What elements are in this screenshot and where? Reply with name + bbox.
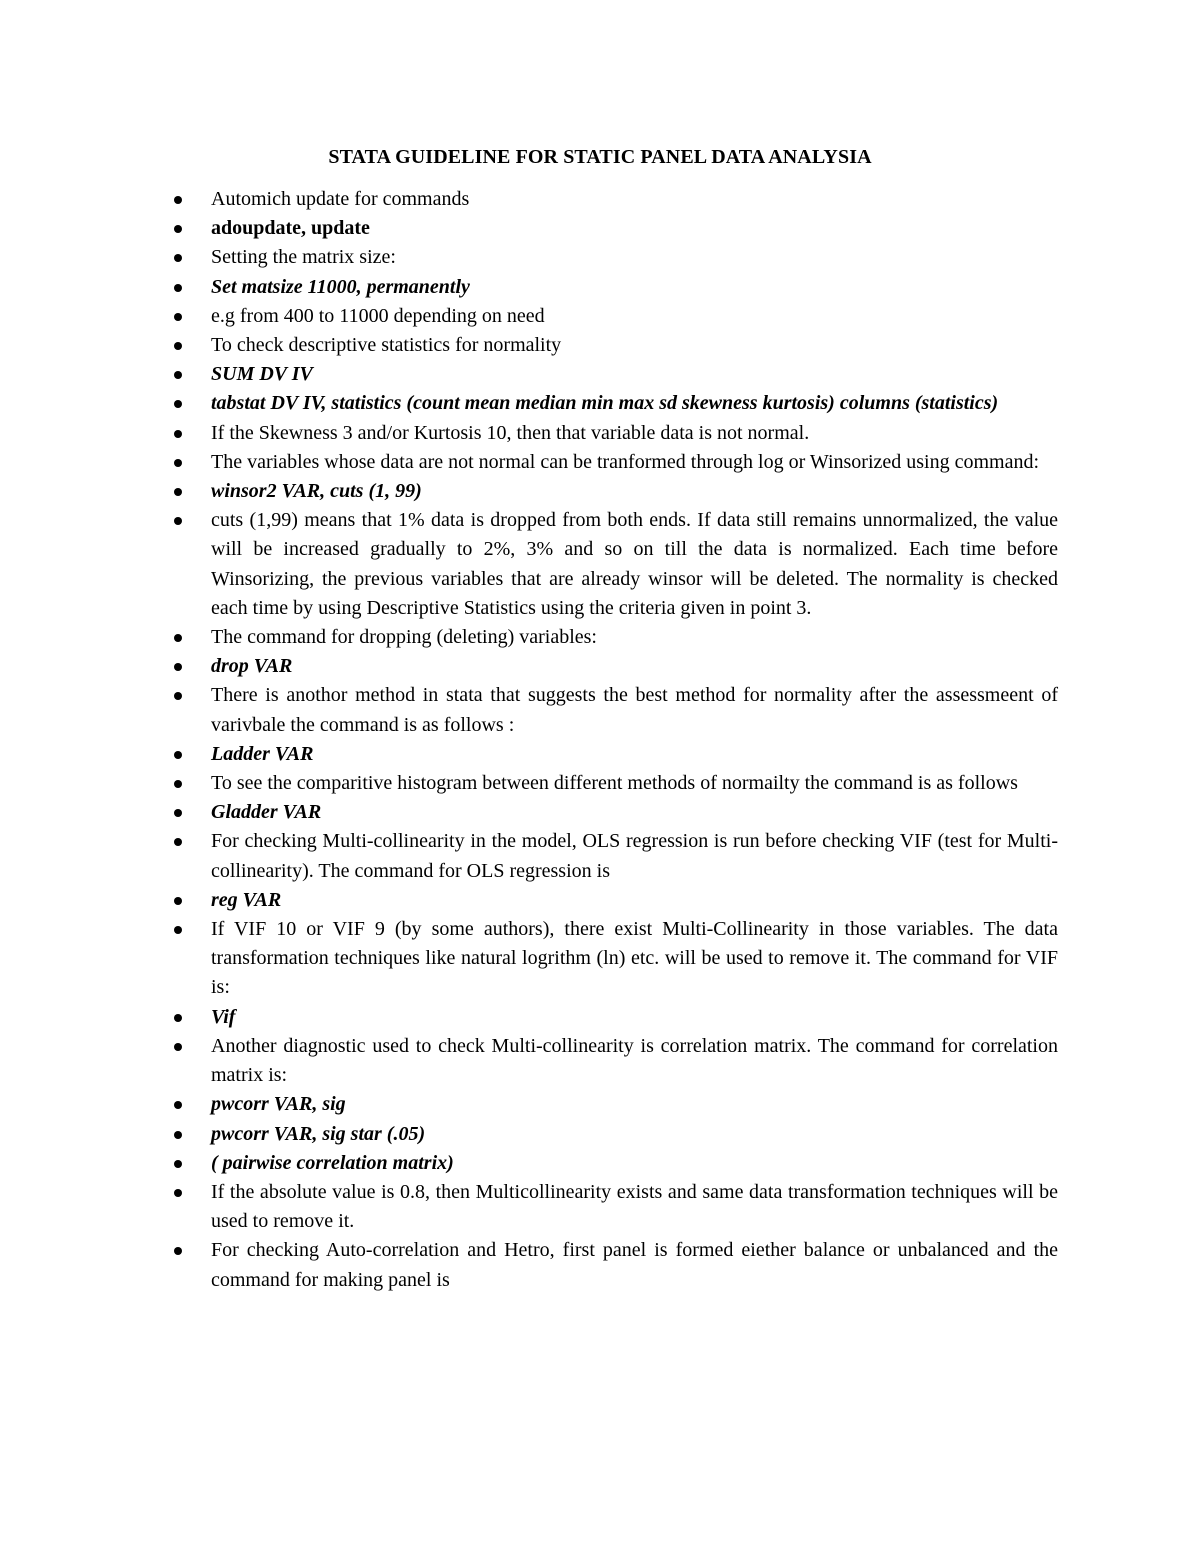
list-item-text: ( pairwise correlation matrix) [211,1151,454,1174]
list-item-text: Another diagnostic used to check Multi-collinearity is correlation matrix. The command for correlation matrix is: [211,1034,1058,1087]
list-item [211,827,1058,885]
list-item [211,1120,1058,1149]
list-item-text: To check descriptive statistics for normality [211,334,562,357]
bullet-icon [174,284,182,292]
bullet-icon [174,809,182,817]
list-item-text: Ladder VAR [211,742,314,765]
bullet-icon [174,488,182,496]
bullet-icon [174,517,182,525]
list-item-text: There is anothor method in stata that suggests the best method for normality after the assessmeent of varivbale the command is as follows : [211,684,1058,736]
bullet-icon [174,1131,182,1139]
list-item [211,477,1058,506]
list-item-text: Vif [211,1005,236,1028]
bullet-icon [174,196,182,204]
bullet-icon [174,342,182,350]
list-item-text: winsor2 VAR, cuts (1, 99) [211,480,422,503]
list-item [211,915,1058,1003]
list-item-text: cuts (1,99) means that 1% data is dropped from both ends. If data still remains unnormalized, the value will be increased gradually to 2%, 3% and so on till the data is normalized. Each time before Winsorizing, the previous variables that are already winsor will be deleted. The normality is checked each time by using Descriptive Statistics using the criteria given in point 3. [211,509,1058,619]
list-item [211,331,1058,360]
list-item [211,1178,1058,1236]
list-item [211,1032,1058,1090]
list-item-text: pwcorr VAR, sig star (.05) [211,1122,426,1145]
bullet-icon [174,430,182,438]
list-item-text: Setting the matrix size: [211,246,396,269]
bullet-icon [174,780,182,788]
bullet-icon [174,751,182,759]
list-item [211,623,1058,652]
page-title: STATA GUIDELINE FOR STATIC PANEL DATA ANALYSIA [328,146,872,168]
list-item [211,1149,1058,1178]
list-item-text: For checking Multi-collinearity in the model, OLS regression is run before checking VIF (test for Multi-collinearity). The command for OLS regression is [211,830,1058,882]
list-item-text: reg VAR [211,888,282,911]
list-item-text: If the Skewness 3 and/or Kurtosis 10, then that variable data is not normal. [211,421,810,444]
list-item [211,652,1058,681]
bullet-icon [174,1189,182,1197]
bullet-icon [174,371,182,379]
list-item [211,1236,1058,1294]
list-item [211,681,1058,739]
bullet-icon [174,926,182,934]
list-item [211,419,1058,448]
list-item-text: e.g from 400 to 11000 depending on need [211,304,545,327]
bullet-icon [174,1160,182,1168]
bullet-icon [174,838,182,846]
list-item-text: The variables whose data are not normal can be tranformed through log or Winsorized using command: [211,450,1040,473]
list-item-text: Gladder VAR [211,801,322,824]
list-item-text: tabstat DV IV, statistics (count mean median min max sd skewness kurtosis) columns (statistics) [211,392,999,415]
list-item [211,273,1058,302]
list-item [211,243,1058,272]
list-item [211,185,1058,214]
bullet-list [211,185,1058,1295]
bullet-icon [174,634,182,642]
list-item-text: adoupdate, update [211,217,370,240]
list-item-text: SUM DV IV [211,363,313,386]
list-item [211,886,1058,915]
bullet-icon [174,1101,182,1109]
bullet-icon [174,459,182,467]
list-item-text: The command for dropping (deleting) variables: [211,626,597,649]
list-item-text: If the absolute value is 0.8, then Multicollinearity exists and same data transformation techniques will be used to remove it. [211,1180,1058,1233]
bullet-icon [174,692,182,700]
list-item-text: pwcorr VAR, sig [211,1093,346,1116]
list-item-text: Automich update for commands [211,188,470,210]
bullet-icon [174,400,182,408]
bullet-icon [174,1247,182,1255]
bullet-icon [174,663,182,671]
list-item [211,302,1058,331]
bullet-icon [174,225,182,233]
list-item-text: drop VAR [211,655,293,678]
list-item-text: For checking Auto-correlation and Hetro, first panel is formed eiether balance or unbalanced and the command for making panel is [211,1239,1058,1291]
list-item [211,798,1058,827]
list-item [211,389,1058,418]
bullet-icon [174,254,182,262]
list-item [211,1003,1058,1032]
list-item [211,1090,1058,1119]
list-item [211,360,1058,389]
list-item [211,214,1058,243]
list-item [211,769,1058,798]
list-item [211,740,1058,769]
bullet-icon [174,897,182,905]
list-item [211,448,1058,477]
list-item-text: If VIF 10 or VIF 9 (by some authors), there exist Multi-Collinearity in those variables. The data transformation techniques like natural logrithm (ln) etc. will be used to remove it. The command for VIF is: [211,918,1058,999]
list-item-text: Set matsize 11000, permanently [211,275,470,298]
list-item-text: To see the comparitive histogram between different methods of normailty the command is as follows [211,772,1018,795]
list-item [211,506,1058,623]
bullet-icon [174,1043,182,1051]
bullet-icon [174,1014,182,1022]
bullet-icon [174,313,182,321]
